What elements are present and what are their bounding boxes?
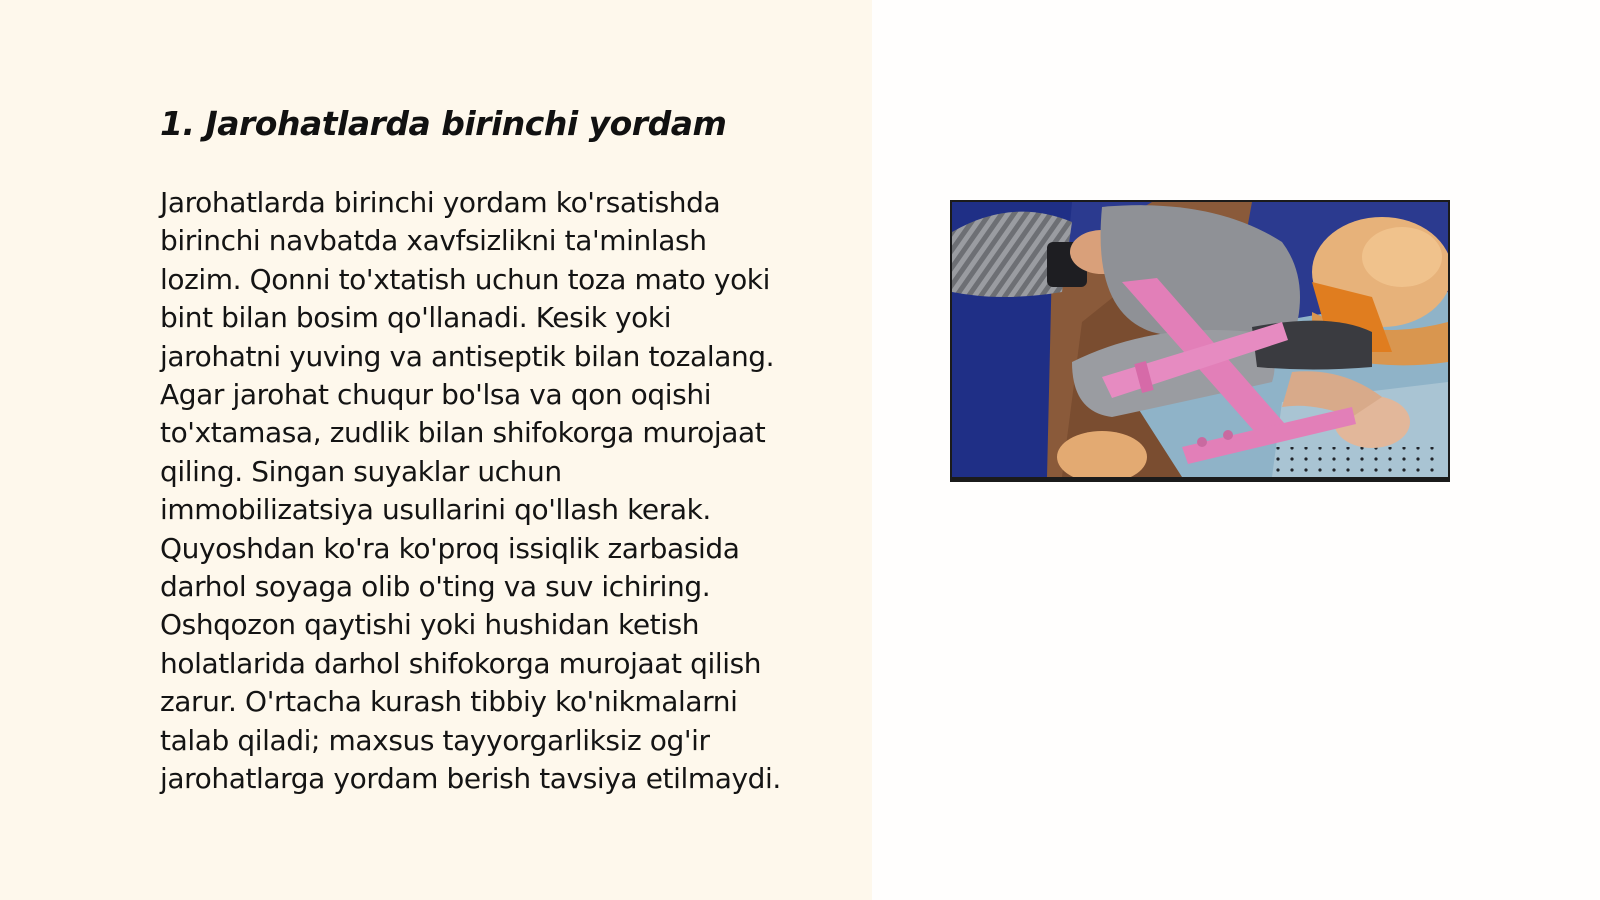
body-line: jarohatni yuving va antiseptik bilan tozalang. xyxy=(160,339,775,373)
body-line: talab qiladi; maxsus tayyorgarliksiz og'ir xyxy=(160,723,710,757)
body-line: darhol soyaga olib o'ting va suv ichiring. xyxy=(160,570,711,604)
body-line: lozim. Qonni to'xtatish uchun toza mato yoki xyxy=(160,262,770,296)
slide-title: 1. Jarohatlarda birinchi yordam xyxy=(160,104,727,143)
body-line: birinchi navbatda xavfsizlikni ta'minlash xyxy=(160,224,707,258)
body-line: jarohatlarga yordam berish tavsiya etilmaydi. xyxy=(160,762,781,796)
first-aid-photo xyxy=(950,200,1450,482)
slide-body-text xyxy=(160,184,850,799)
body-line: bint bilan bosim qo'llanadi. Kesik yoki xyxy=(160,301,672,335)
body-line: Agar jarohat chuqur bo'lsa va qon oqishi xyxy=(160,378,712,412)
first-aid-photo-illustration xyxy=(952,202,1448,477)
body-line: to'xtamasa, zudlik bilan shifokorga murojaat xyxy=(160,416,766,450)
body-line: Oshqozon qaytishi yoki hushidan ketish xyxy=(160,608,700,642)
body-line: immobilizatsiya usullarini qo'llash kerak. xyxy=(160,493,711,527)
body-line: Quyoshdan ko'ra ko'proq issiqlik zarbasida xyxy=(160,531,740,565)
body-line: zarur. O'rtacha kurash tibbiy ko'nikmalarni xyxy=(160,685,738,719)
body-line: Jarohatlarda birinchi yordam ko'rsatishda xyxy=(160,186,721,219)
body-line: qiling. Singan suyaklar uchun xyxy=(160,454,562,488)
body-line: holatlarida darhol shifokorga murojaat qilish xyxy=(160,646,762,680)
